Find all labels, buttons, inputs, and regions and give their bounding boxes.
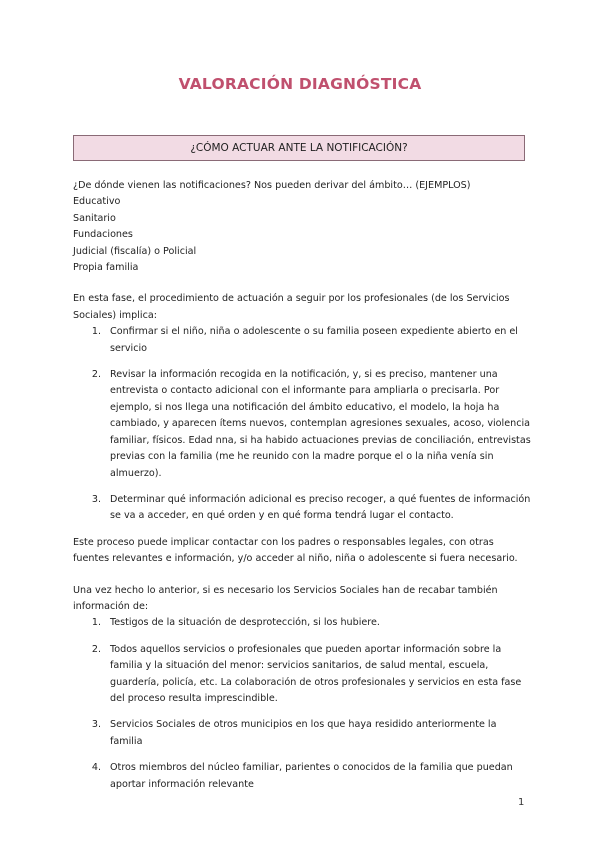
origin-item: Educativo — [73, 196, 121, 208]
list-text: Revisar la información recogida en la notificación, y, si es preciso, mantener una entrevista o contacto adicional con el informante para ampliarla o precisarla. Por ejemplo, si nos llega una notificación del ámbito educativo, el modelo, la hoja ha cambiado, y aparecen ítems nuevos, contemplan agresiones sexuales, acoso, violencia familiar, físicos. Edad nna, si ha habido actuaciones previas de conciliación, entrevistas previas con la familia (me he reunido con la madre porque el o la niña venía sin almuerzo). — [110, 369, 531, 479]
list-item — [73, 642, 531, 708]
origin-item: Judicial (fiscalía) o Policial — [73, 245, 197, 257]
list-text: Testigos de la situación de desprotección, si los hubiere. — [110, 617, 380, 629]
document-body — [73, 178, 531, 793]
origin-item: Fundaciones — [73, 229, 133, 241]
list-number: 2. — [91, 643, 101, 655]
procedure-intro: En esta fase, el procedimiento de actuación a seguir por los profesionales (de los Servicios Sociales) implica: — [73, 293, 510, 321]
list-number: 2. — [91, 369, 101, 381]
list-number: 1. — [91, 326, 101, 338]
origin-item: Sanitario — [73, 212, 116, 224]
section-banner-text: ¿CÓMO ACTUAR ANTE LA NOTIFICACIÓN? — [190, 142, 408, 154]
list-text: Servicios Sociales de otros municipios en los que haya residido anteriormente la familia — [110, 719, 497, 747]
sources-list — [73, 615, 531, 793]
list-number: 3. — [91, 493, 101, 505]
procedure-steps — [73, 324, 531, 524]
list-number: 1. — [91, 617, 101, 629]
list-text: Todos aquellos servicios o profesionales que pueden aportar información sobre la familia y la situación del menor: servicios sanitarios, de salud mental, escuela, guardería, policía, etc. La colaboración de otros profesionales y servicios en esta fase del proceso resulta imprescindible. — [110, 643, 522, 704]
list-item — [73, 324, 531, 357]
list-item — [73, 367, 531, 482]
sources-intro: Una vez hecho lo anterior, si es necesario los Servicios Sociales han de recabar también información de: — [73, 584, 498, 612]
origins-question: ¿De dónde vienen las notificaciones? Nos pueden derivar del ámbito… (EJEMPLOS) — [73, 180, 471, 191]
list-text: Otros miembros del núcleo familiar, parientes o conocidos de la familia que puedan aportar información relevante — [110, 762, 513, 790]
section-banner — [73, 135, 525, 161]
list-text: Confirmar si el niño, niña o adolescente o su familia poseen expediente abierto en el servicio — [110, 326, 518, 354]
page-number: 1 — [518, 797, 525, 808]
page-title: VALORACIÓN DIAGNÓSTICA — [178, 75, 422, 93]
list-item — [73, 717, 531, 750]
list-text: Determinar qué información adicional es preciso recoger, a qué fuentes de información se va a acceder, en qué orden y en qué forma tendrá lugar el contacto. — [110, 493, 531, 522]
list-item — [73, 492, 531, 525]
list-item — [73, 760, 531, 793]
list-number: 3. — [91, 719, 101, 731]
list-number: 4. — [91, 762, 101, 774]
origin-item: Propia familia — [73, 262, 139, 274]
list-item — [73, 615, 531, 631]
procedure-closing: Este proceso puede implicar contactar con los padres o responsables legales, con otras fuentes relevantes e información, y/o acceder al niño, niña o adolescente si fuera necesario. — [73, 536, 518, 565]
